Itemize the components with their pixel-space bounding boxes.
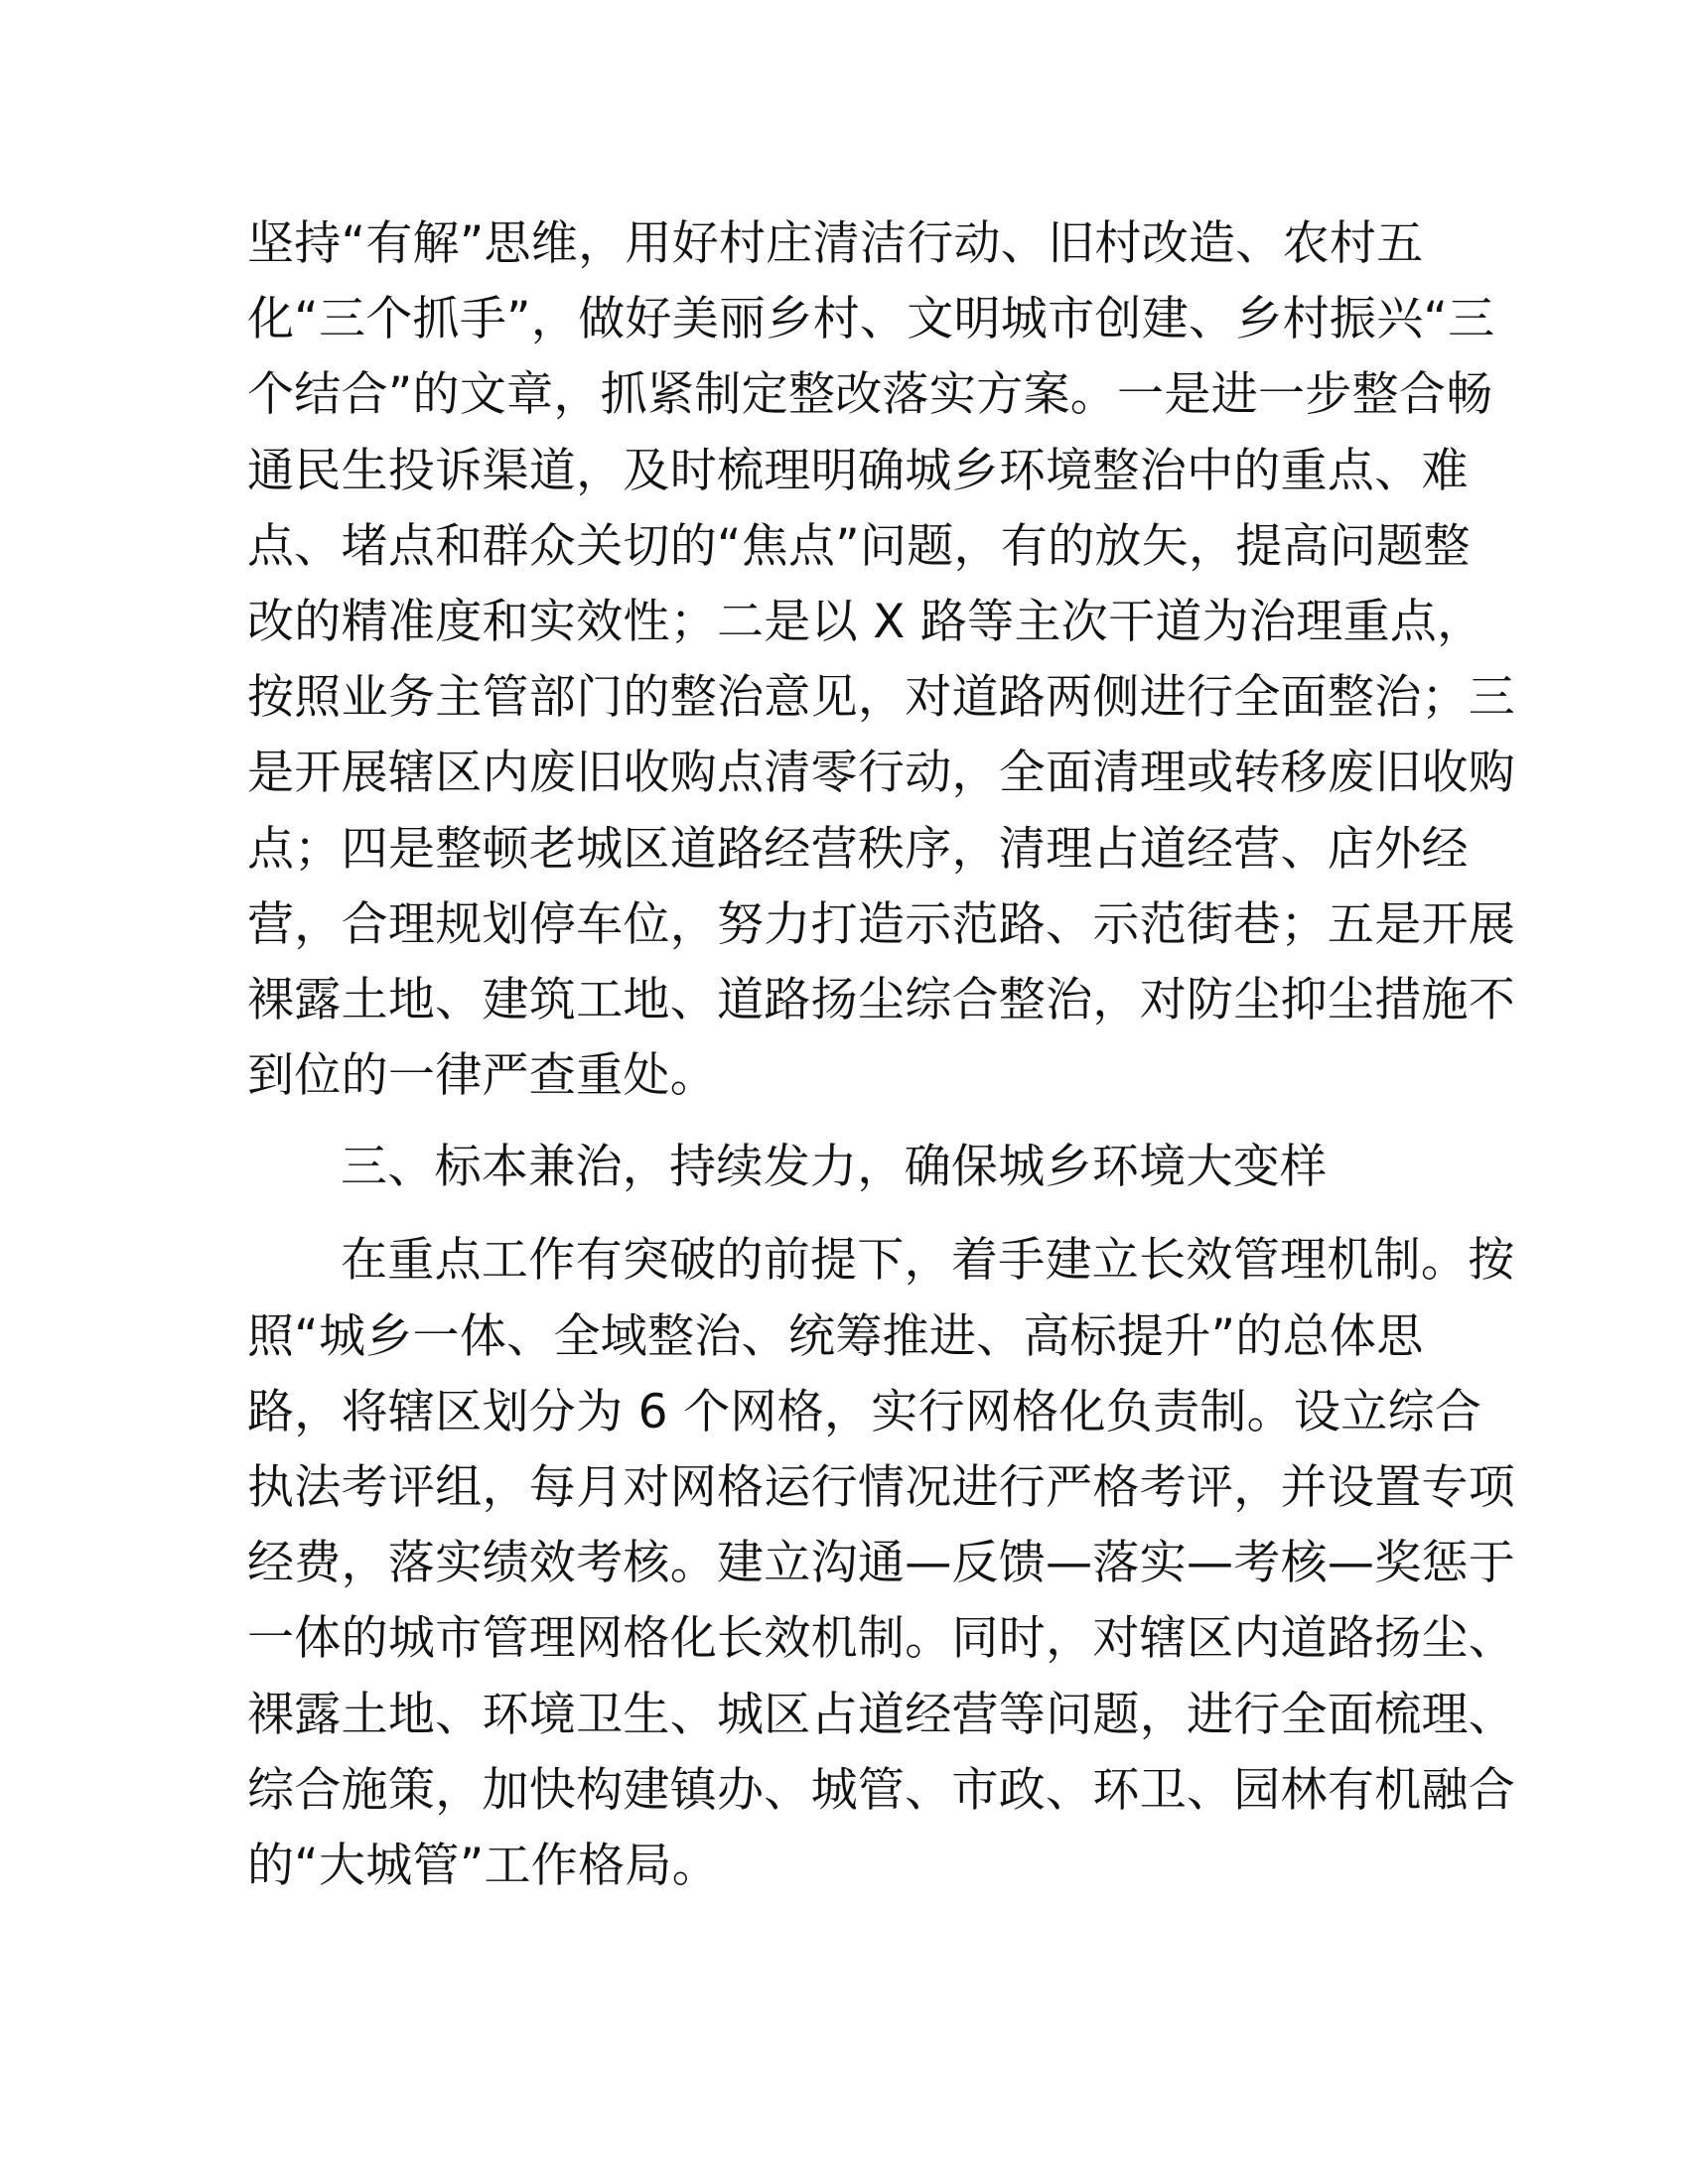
text-line: 到位的一律严查重处。 — [247, 1048, 717, 1104]
text-line: 是开展辖区内废旧收购点清零行动，全面清理或转移废旧收购 — [247, 746, 1516, 801]
paragraph-continuation — [247, 206, 1516, 1114]
document-body — [247, 206, 1516, 1904]
section-heading: 三、标本兼治，持续发力，确保城乡环境大变样 — [341, 1140, 1328, 1195]
text-line: 化“三个抓手”，做好美丽乡村、文明城市创建、乡村振兴“三 — [247, 292, 1495, 347]
text-line: 点、堵点和群众关切的“焦点”问题，有的放矢，提高问题整 — [247, 518, 1471, 574]
text-line: 综合施策，加快构建镇办、城管、市政、环卫、园林有机融合 — [247, 1762, 1516, 1818]
text-line: 经费，落实绩效考核。建立沟通—反馈—落实—考核—奖惩于 — [247, 1536, 1516, 1591]
text-line: 按照业务主管部门的整治意见，对道路两侧进行全面整治；三 — [247, 670, 1516, 726]
paragraph — [247, 1223, 1516, 1904]
text-line: 一体的城市管理网格化长效机制。同时，对辖区内道路扬尘、 — [247, 1611, 1516, 1667]
text-line: 在重点工作有突破的前提下，着手建立长效管理机制。按 — [341, 1233, 1515, 1289]
text-line: 执法考评组，每月对网格运行情况进行严格考评，并设置专项 — [247, 1460, 1516, 1515]
text-line: 照“城乡一体、全域整治、统筹推进、高标提升”的总体思 — [247, 1308, 1424, 1364]
text-line: 点；四是整顿老城区道路经营秩序，清理占道经营、店外经 — [247, 821, 1469, 877]
text-line: 裸露土地、建筑工地、道路扬尘综合整治，对防尘抑尘措施不 — [247, 972, 1516, 1027]
text-line: 通民生投诉渠道，及时梳理明确城乡环境整治中的重点、难 — [247, 443, 1469, 498]
text-line: 路，将辖区划分为 6 个网格，实行网格化负责制。设立综合 — [247, 1384, 1482, 1439]
text-line: 营，合理规划停车位，努力打造示范路、示范街巷；五是开展 — [247, 896, 1516, 952]
text-line: 的“大城管”工作格局。 — [247, 1838, 719, 1893]
text-line: 裸露土地、环境卫生、城区占道经营等问题，进行全面梳理、 — [247, 1687, 1516, 1742]
text-line: 坚持“有解”思维，用好村庄清洁行动、旧村改造、农村五 — [247, 216, 1424, 271]
text-line: 改的精准度和实效性；二是以 X 路等主次干道为治理重点， — [247, 594, 1484, 649]
text-line: 个结合”的文章，抓紧制定整改落实方案。一是进一步整合畅 — [247, 367, 1493, 423]
